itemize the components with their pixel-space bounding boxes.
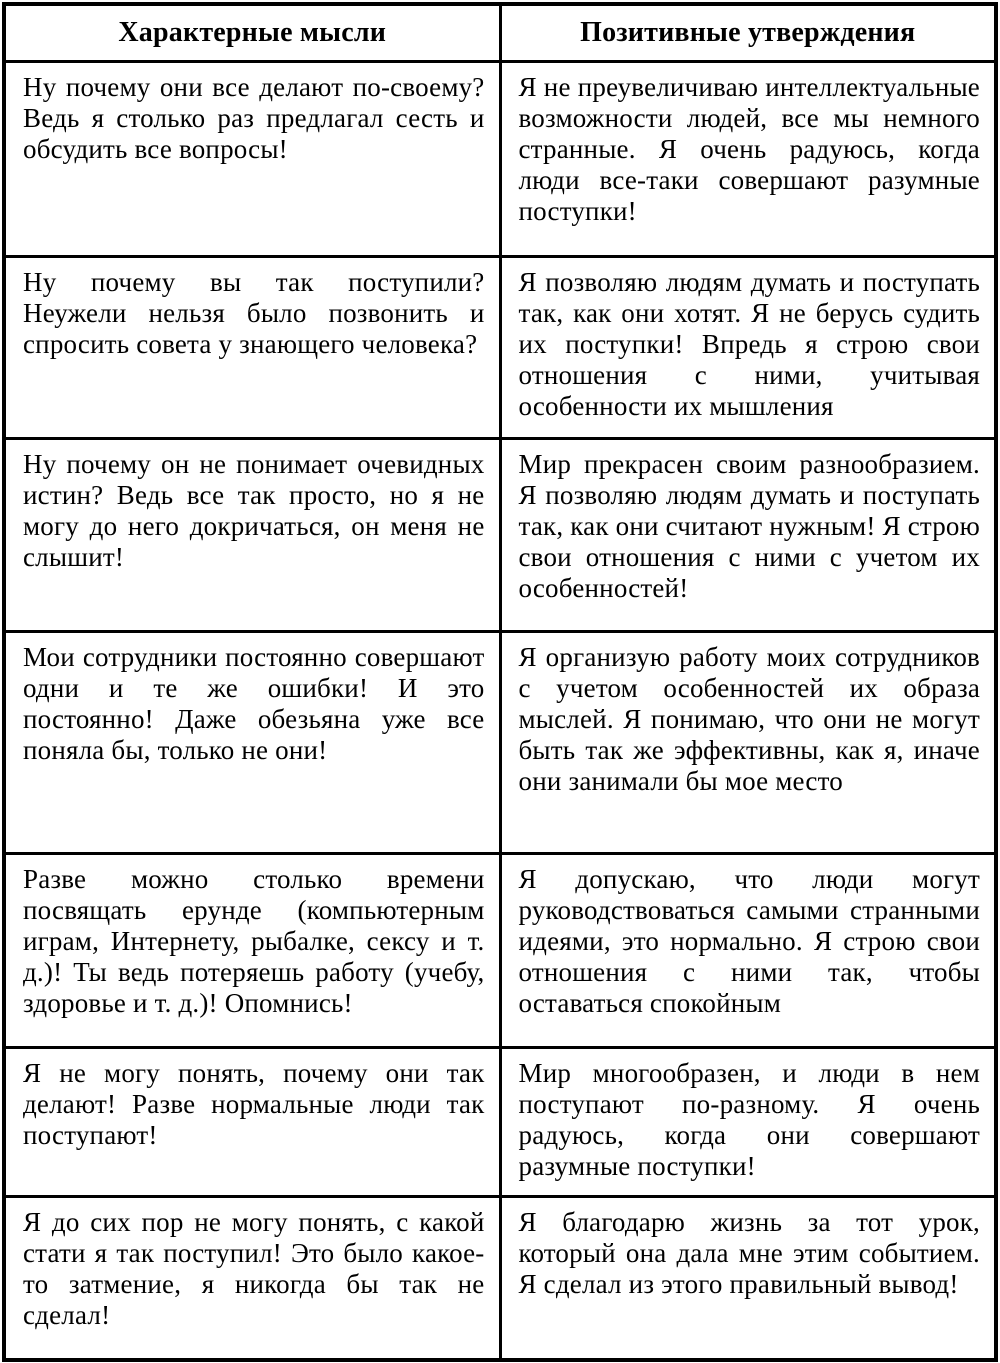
table-row [4, 1047, 996, 1196]
header-characteristic-thoughts: Характерные мысли [4, 4, 500, 61]
thought-cell: Ну почему вы так поступили? Неужели нельзя было позвонить и спросить совета у знающего человека? [4, 256, 500, 438]
affirmation-cell: Я благодарю жизнь за тот урок, который она дала мне этим событием. Я сделал из этого правильный вывод! [500, 1196, 996, 1360]
table-row [4, 256, 996, 438]
affirmation-cell: Мир прекрасен своим разнообразием. Я позволяю людям думать и поступать так, как они считают нужным! Я строю свои отношения с ними с учетом их особенностей! [500, 438, 996, 631]
table-row [4, 438, 996, 631]
table-row [4, 61, 996, 256]
affirmation-cell: Я организую работу моих сотрудников с учетом особенностей их образа мыслей. Я понимаю, что они не могут быть так же эффективны, как я, иначе они занимали бы мое место [500, 631, 996, 853]
affirmation-cell: Мир многообразен, и люди в нем поступают по-разному. Я очень радуюсь, когда они совершают разумные поступки! [500, 1047, 996, 1196]
thought-cell: Мои сотрудники постоянно совершают одни и те же ошибки! И это постоянно! Даже обезьяна уже все поняла бы, только не они! [4, 631, 500, 853]
table-row [4, 631, 996, 853]
affirmation-cell: Я не преувеличиваю интеллектуальные возможности людей, все мы немного странные. Я очень радуюсь, когда люди все-таки совершают разумные поступки! [500, 61, 996, 256]
affirmation-cell: Я допускаю, что люди могут руководствоваться самыми странными идеями, это нормально. Я строю свои отношения с ними так, чтобы оставаться спокойным [500, 853, 996, 1047]
affirmation-cell: Я позволяю людям думать и поступать так, как они хотят. Я не берусь судить их поступки! Впредь я строю свои отношения с ними, учитывая особенности их мышления [500, 256, 996, 438]
thought-cell: Ну почему он не понимает очевидных истин? Ведь все так просто, но я не могу до него докричаться, он меня не слышит! [4, 438, 500, 631]
header-positive-affirmations: Позитивные утверждения [500, 4, 996, 61]
thought-cell: Ну почему они все делают по-своему? Ведь я столько раз предлагал сесть и обсудить все вопросы! [4, 61, 500, 256]
table-row [4, 853, 996, 1047]
thought-cell: Я до сих пор не могу понять, с какой стати я так поступил! Это было какое-то затмение, я никогда бы так не сделал! [4, 1196, 500, 1360]
table-header-row [4, 4, 996, 61]
thought-cell: Разве можно столько времени посвящать ерунде (компьютерным играм, Интернету, рыбалке, сексу и т. д.)! Ты ведь потеряешь работу (учебу, здоровье и т. д.)! Опомнись! [4, 853, 500, 1047]
table-row [4, 1196, 996, 1360]
thought-cell: Я не могу понять, почему они так делают! Разве нормальные люди так поступают! [4, 1047, 500, 1196]
thoughts-affirmations-table [2, 2, 998, 1362]
